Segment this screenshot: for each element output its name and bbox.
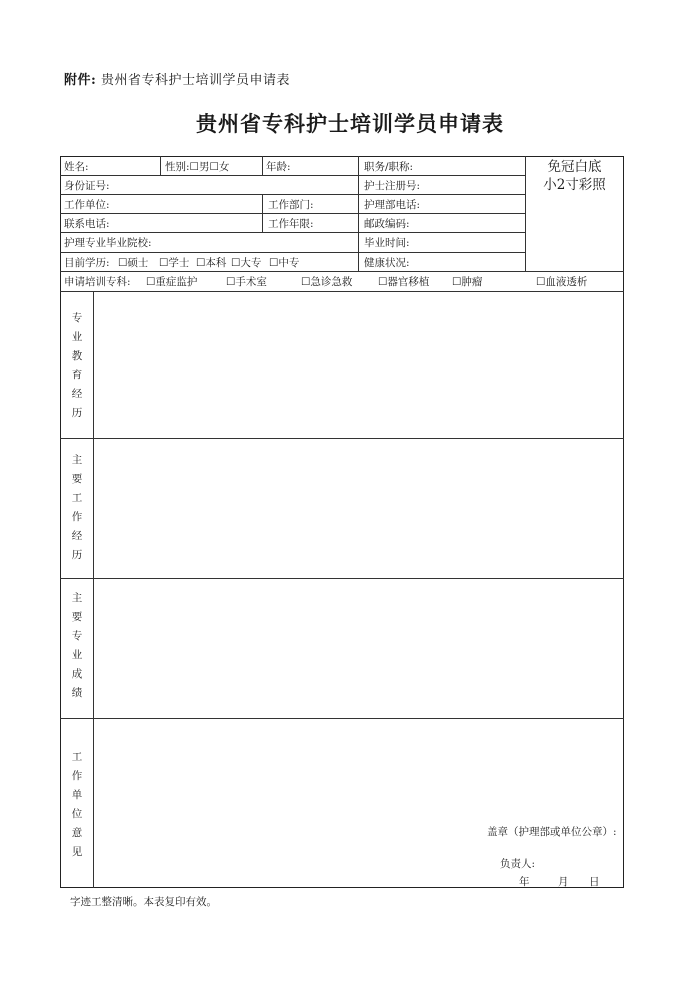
gender-field — [165, 161, 229, 173]
row-divider — [60, 194, 525, 195]
row-divider — [60, 718, 624, 719]
section-label-unit-opinion: 工 作 单 位 意 见 — [71, 751, 83, 858]
specialty-option: ☐手术室 — [226, 276, 267, 288]
row-divider — [60, 232, 525, 233]
column-divider — [160, 156, 161, 175]
education-label: 目前学历: — [64, 257, 110, 269]
checkbox-icon[interactable]: ☐ — [146, 276, 156, 288]
row-divider — [60, 438, 624, 439]
health-label: 健康状况: — [364, 257, 410, 269]
row-divider — [60, 175, 525, 176]
education-option: ☐中专 — [269, 257, 300, 269]
gender-label: 性别: — [165, 161, 190, 173]
age-label: 年龄: — [266, 161, 291, 173]
specialty-label: 申请培训专科: — [64, 276, 131, 288]
nurse-registration-label: 护士注册号: — [364, 180, 421, 192]
specialty-option: ☐器官移植 — [378, 276, 430, 288]
education-option: ☐大专 — [231, 257, 262, 269]
checkbox-icon[interactable]: ☐ — [159, 257, 169, 269]
checkbox-icon[interactable]: ☐ — [378, 276, 388, 288]
checkbox-icon[interactable]: ☐ — [269, 257, 279, 269]
nursing-phone-label: 护理部电话: — [364, 199, 421, 211]
checkbox-icon[interactable]: ☐ — [118, 257, 128, 269]
checkbox-icon[interactable]: ☐ — [452, 276, 462, 288]
specialty-option: ☐血液透析 — [536, 276, 588, 288]
specialty-option: ☐重症监护 — [146, 276, 198, 288]
responsible-person-label: 负责人: — [500, 858, 536, 870]
postcode-label: 邮政编码: — [364, 218, 410, 230]
gender-male-option: 男 — [198, 161, 210, 173]
education-option: ☐本科 — [196, 257, 227, 269]
name-label: 姓名: — [64, 161, 89, 173]
date-month: 月 — [558, 876, 569, 888]
education-option: ☐学士 — [159, 257, 190, 269]
id-number-label: 身份证号: — [64, 180, 110, 192]
work-years-label: 工作年限: — [268, 218, 314, 230]
column-divider — [93, 291, 94, 888]
row-divider — [60, 271, 624, 272]
section-label-achievements: 主 要 专 业 成 绩 — [71, 592, 83, 699]
row-divider — [60, 291, 624, 292]
row-divider — [60, 578, 624, 579]
position-label: 职务/职称: — [364, 161, 414, 173]
photo-line-2: 小2寸彩照 — [543, 177, 606, 193]
photo-placeholder — [525, 158, 624, 194]
date-year: 年 — [519, 876, 530, 888]
work-unit-label: 工作单位: — [64, 199, 110, 211]
section-label-education: 专 业 教 育 经 历 — [71, 312, 83, 419]
page-title: 贵州省专科护士培训学员申请表 — [196, 111, 504, 136]
specialty-option: ☐肿瘤 — [452, 276, 483, 288]
date-day: 日 — [589, 876, 600, 888]
checkbox-icon[interactable]: ☐ — [226, 276, 236, 288]
gender-female-option: 女 — [218, 161, 230, 173]
checkbox-icon[interactable]: ☐ — [301, 276, 311, 288]
footer-note: 字迹工整清晰。本表复印有效。 — [70, 896, 217, 908]
school-label: 护理专业毕业院校: — [64, 237, 152, 249]
graduation-time-label: 毕业时间: — [364, 237, 410, 249]
seal-label: 盖章（护理部或单位公章）: — [487, 826, 617, 838]
checkbox-icon[interactable]: ☐ — [196, 257, 206, 269]
specialty-option: ☐急诊急救 — [301, 276, 353, 288]
row-divider — [60, 252, 525, 253]
education-option: ☐硕士 — [118, 257, 149, 269]
column-divider — [262, 156, 263, 175]
photo-line-1: 免冠白底 — [547, 159, 602, 175]
department-label: 工作部门: — [268, 199, 314, 211]
checkbox-icon[interactable]: ☐ — [209, 161, 219, 173]
column-divider — [358, 156, 359, 271]
column-divider — [262, 194, 263, 232]
attachment-text: 贵州省专科护士培训学员申请表 — [100, 73, 290, 88]
attachment-line — [64, 69, 290, 88]
checkbox-icon[interactable]: ☐ — [189, 161, 199, 173]
checkbox-icon[interactable]: ☐ — [536, 276, 546, 288]
row-divider — [60, 213, 525, 214]
attachment-label: 附件: — [64, 73, 97, 88]
section-label-work-experience: 主 要 工 作 经 历 — [71, 454, 83, 561]
contact-phone-label: 联系电话: — [64, 218, 110, 230]
checkbox-icon[interactable]: ☐ — [231, 257, 241, 269]
